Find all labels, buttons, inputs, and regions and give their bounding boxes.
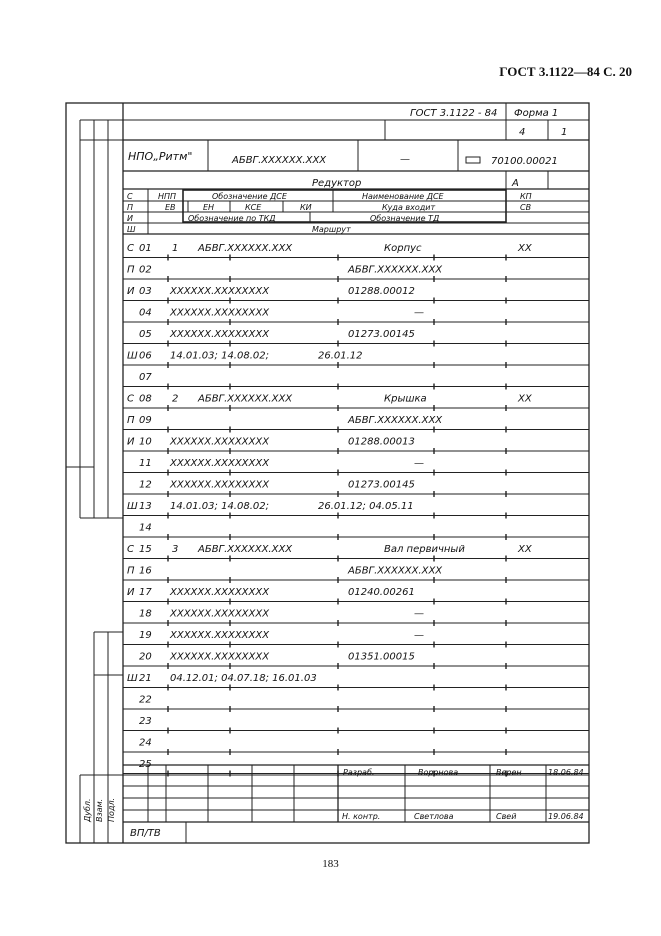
row-col1: XXXXXX.XXXXXXXX [170,436,270,448]
row-col3: — [414,608,424,620]
row-prefix: И [127,286,135,297]
page-number: 183 [322,858,339,870]
row-number: 19 [139,630,152,641]
side-label-podl: Подл. [107,797,116,822]
legend-marshrut: Маршрут [312,225,351,234]
row-col1: XXXXXX.XXXXXXXX [170,630,270,641]
legend-ki: КИ [300,203,312,212]
sheet-number: 1 [561,127,568,138]
row-col1: 14.01.03; 14.08.02; [170,501,269,512]
legend-ev: ЕВ [165,203,176,212]
legend-i: И [127,214,133,223]
row-col3: — [414,458,424,469]
row-number: 12 [139,479,152,491]
legend-td: Обозначение ТД [370,214,440,223]
row-col3: 01288.00012 [348,286,415,297]
legend-p: П [127,203,134,212]
role-norm-control: Н. контр. [342,812,381,821]
row-col3: 01240.00261 [348,587,415,598]
legend-tkd: Обозначение по ТКД [188,214,276,223]
organization: НПО„Ритм" [128,150,193,163]
row-number: 18 [139,608,152,620]
row-number: 08 [139,393,152,405]
row-number: 25 [139,759,152,770]
row-number: 17 [139,587,152,598]
row-col3: Вал первичный [384,544,465,555]
document-code: 70100.00021 [491,156,558,167]
row-col1: XXXXXX.XXXXXXXX [170,458,270,469]
document-designation: АБВГ.XXXXXX.XXX [232,155,327,166]
norm-control-name: Светлова [414,812,454,821]
row-number: 02 [139,264,152,276]
row-prefix: С [127,544,134,555]
row-prefix: П [127,565,135,577]
row-number: 21 [139,673,152,684]
row-number: 03 [139,286,152,297]
row-col2: 26.01.12; 04.05.11 [318,501,414,512]
gost-designation: ГОСТ 3.1122 - 84 [410,108,498,119]
row-col3: АБВГ.XXXXXX.XXX [348,264,443,276]
row-col3: АБВГ.XXXXXX.XXX [348,415,443,426]
row-col1: 2 [172,393,179,405]
legend-dse-name: Наименование ДСЕ [362,192,444,201]
row-number: 05 [139,329,152,340]
row-prefix: Ш [127,350,138,362]
document-header: ГОСТ 3.1122—84 С. 20 [499,64,632,79]
row-col3: — [414,630,424,641]
legend-kp: КП [520,192,532,201]
row-col1: 1 [172,243,179,254]
legend-sh: Ш [127,225,136,234]
row-number: 20 [139,651,152,663]
row-col1: XXXXXX.XXXXXXXX [170,479,270,491]
row-prefix: С [127,243,134,254]
row-prefix: И [127,436,135,448]
side-label-vzam: Взам. [95,798,104,822]
row-number: 06 [139,350,152,362]
row-number: 14 [139,522,152,534]
row-col1: 3 [172,544,179,555]
row-col2: 26.01.12 [318,350,363,362]
row-col1: XXXXXX.XXXXXXXX [170,286,270,297]
sheets-total: 4 [519,127,526,138]
row-col1: XXXXXX.XXXXXXXX [170,651,270,663]
side-label-dubl: Дубл. [83,798,92,822]
row-col1: XXXXXX.XXXXXXXX [170,329,270,340]
row-col3: 01273.00145 [348,329,415,340]
row-col4: XX [518,393,532,405]
row-number: 15 [139,544,152,555]
footer-code: ВП/ТВ [130,828,161,839]
row-col2: АБВГ.XXXXXX.XXX [198,243,293,254]
row-prefix: С [127,393,134,405]
row-col1: XXXXXX.XXXXXXXX [170,587,270,598]
row-col4: XX [518,544,532,555]
row-prefix: П [127,415,135,426]
row-number: 22 [139,694,152,706]
row-col1: XXXXXX.XXXXXXXX [170,608,270,620]
row-col2: АБВГ.XXXXXX.XXX [198,544,293,555]
product-name: Редуктор [312,178,362,189]
norm-control-date: 19.06.84 [548,812,584,821]
row-col2: АБВГ.XXXXXX.XXX [198,393,293,405]
developer-name: Воронова [418,768,459,777]
row-number: 01 [139,243,152,254]
row-number: 10 [139,436,152,448]
row-col3: Корпус [384,243,422,254]
developer-signature: Верен [496,768,522,777]
stamp-dash: — [400,154,410,165]
row-number: 16 [139,565,152,577]
row-prefix: П [127,264,135,276]
row-col3: 01273.00145 [348,479,415,491]
form-label: Форма 1 [514,108,559,119]
legend-kse: КСЕ [245,203,262,212]
row-col3: АБВГ.XXXXXX.XXX [348,565,443,577]
row-col1: 14.01.03; 14.08.02; [170,350,269,362]
row-col4: XX [518,243,532,254]
row-number: 11 [139,458,152,469]
row-prefix: И [127,587,135,598]
row-col1: 04.12.01; 04.07.18; 16.01.03 [170,673,317,684]
row-number: 09 [139,415,152,426]
row-prefix: Ш [127,501,138,512]
row-number: 04 [139,307,152,319]
row-col1: XXXXXX.XXXXXXXX [170,307,270,319]
norm-control-signature: Свей [496,812,517,821]
row-prefix: Ш [127,673,138,684]
row-number: 23 [139,716,152,727]
row-number: 13 [139,501,152,512]
row-col3: 01288.00013 [348,436,415,448]
legend-en: ЕН [203,203,215,212]
legend-c: С [127,192,133,201]
row-number: 24 [139,737,152,749]
legend-dse-designation: Обозначение ДСЕ [212,192,287,201]
legend-npp: НПП [158,192,177,201]
developer-date: 18.06.84 [548,768,584,777]
letter: А [512,178,519,189]
row-col3: 01351.00015 [348,651,415,663]
legend-sv: СВ [520,203,532,212]
row-col3: Крышка [384,393,427,405]
legend-kuda-vkhodit: Куда входит [382,203,436,212]
role-developer: Разраб. [343,768,375,777]
row-number: 07 [139,372,152,383]
row-col3: — [414,307,424,319]
